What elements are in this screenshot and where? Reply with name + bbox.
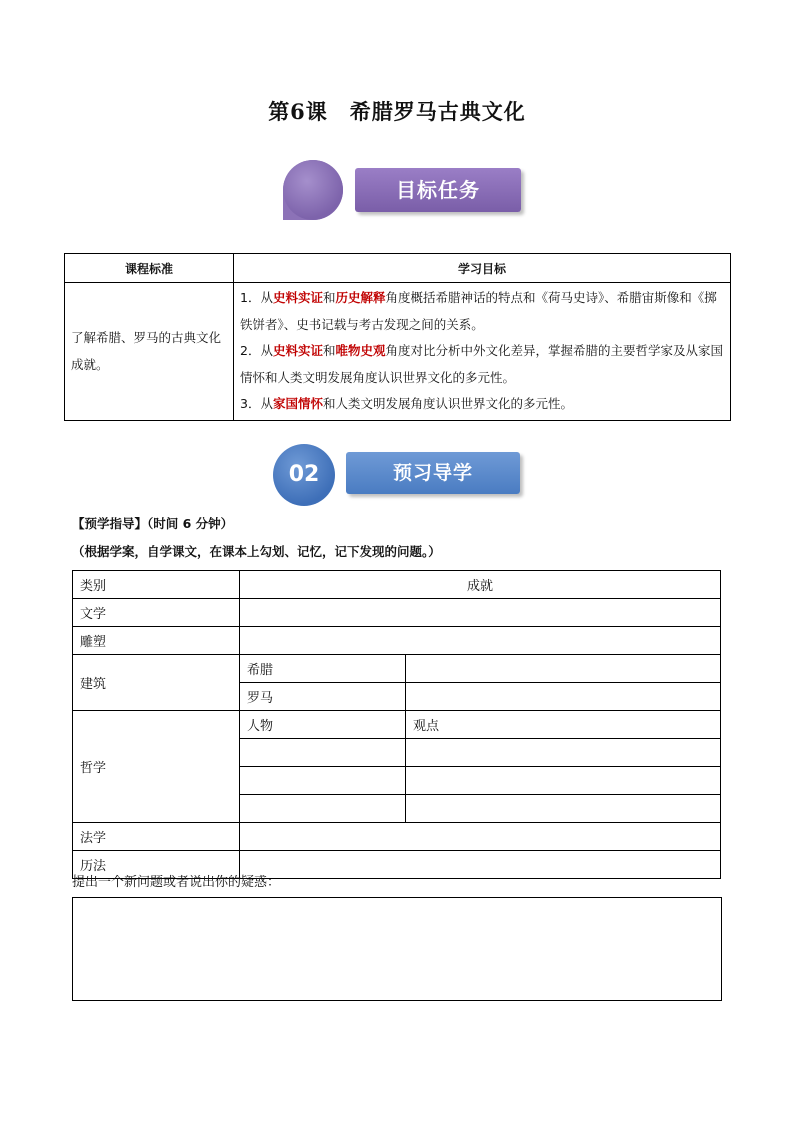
course-standard: 了解希腊、罗马的古典文化成就。 xyxy=(65,283,234,421)
cell-viewpoint[interactable] xyxy=(406,739,721,767)
label-rome: 罗马 xyxy=(240,683,406,711)
header-standard: 课程标准 xyxy=(65,254,234,283)
banner-number-icon: 02 xyxy=(273,444,335,506)
row-law: 法学 xyxy=(73,823,240,851)
question-prompt: 提出一个新问题或者说出你的疑惑： xyxy=(72,875,281,890)
banner-circle-icon xyxy=(283,160,343,220)
row-calendar: 历法 xyxy=(73,851,240,879)
row-sculpture: 雕塑 xyxy=(73,627,240,655)
row-architecture: 建筑 xyxy=(73,655,240,711)
cell-viewpoint[interactable] xyxy=(406,767,721,795)
banner-label: 目标任务 xyxy=(355,168,521,212)
cell-law[interactable] xyxy=(240,823,721,851)
cell-calendar[interactable] xyxy=(240,851,721,879)
goals-table xyxy=(64,253,731,421)
row-philosophy: 哲学 xyxy=(73,711,240,823)
goal-3: 3．从家国情怀和人类文明发展角度认识世界文化的多元性。 xyxy=(240,396,573,411)
page-title: 第6课 希腊罗马古典文化 xyxy=(268,99,526,124)
question-answer-box[interactable] xyxy=(72,897,722,1001)
section-banner-preview xyxy=(270,442,525,508)
header-person: 人物 xyxy=(240,711,406,739)
header-goals: 学习目标 xyxy=(234,254,731,283)
label-greece: 希腊 xyxy=(240,655,406,683)
header-achievement: 成就 xyxy=(240,571,721,599)
cell-rome[interactable] xyxy=(406,683,721,711)
goal-2: 2．从史料实证和唯物史观角度对比分析中外文化差异，掌握希腊的主要哲学家及从家国情怀和人类文明发展角度认识世界文化的多元性。 xyxy=(240,343,724,385)
goal-1: 1．从史料实证和历史解释角度概括希腊神话的特点和《荷马史诗》、希腊宙斯像和《掷铁饼者》、史书记载与考古发现之间的关系。 xyxy=(240,290,717,332)
header-viewpoint: 观点 xyxy=(406,711,721,739)
cell-literature[interactable] xyxy=(240,599,721,627)
cell-viewpoint[interactable] xyxy=(406,795,721,823)
guide-heading: 【预学指导】（时间 6 分钟） xyxy=(72,516,234,531)
banner-label: 预习导学 xyxy=(346,452,520,494)
cell-greece[interactable] xyxy=(406,655,721,683)
cell-sculpture[interactable] xyxy=(240,627,721,655)
learning-goals xyxy=(234,283,731,421)
cell-person[interactable] xyxy=(240,767,406,795)
section-banner-goals xyxy=(280,158,525,224)
cell-person[interactable] xyxy=(240,739,406,767)
header-category: 类别 xyxy=(73,571,240,599)
guide-instructions: （根据学案，自学课文，在课本上勾划、记忆，记下发现的问题。） xyxy=(72,544,441,559)
row-literature: 文学 xyxy=(73,599,240,627)
study-table xyxy=(72,570,721,879)
cell-person[interactable] xyxy=(240,795,406,823)
